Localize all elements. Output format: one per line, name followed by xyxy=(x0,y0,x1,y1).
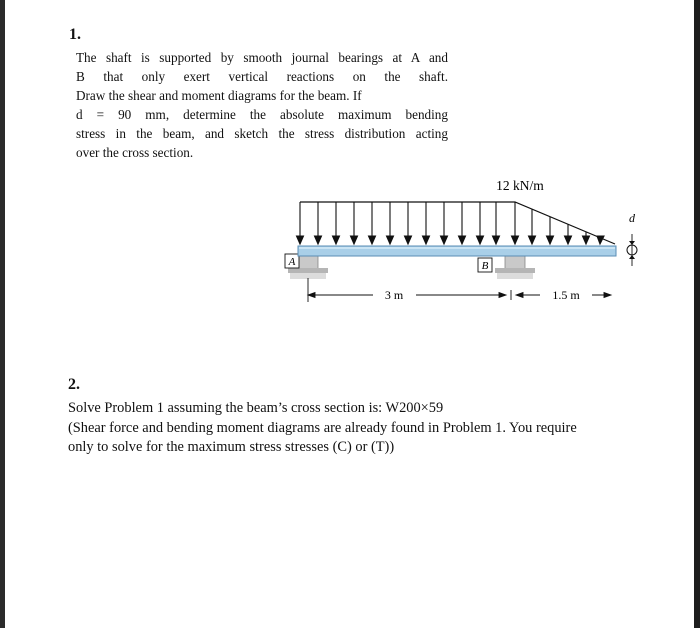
load-arrow xyxy=(387,202,394,244)
problem-2-line: (Shear force and bending moment diagrams are already found in Problem 1. You require xyxy=(68,419,577,436)
support-b-label: B xyxy=(481,260,489,272)
left-window-edge xyxy=(0,0,5,628)
load-arrow xyxy=(493,202,500,244)
load-arrow xyxy=(423,202,430,244)
load-arrow xyxy=(351,202,358,244)
load-arrows xyxy=(297,202,605,244)
problem-1-line: d = 90 mm, determine the absolute maximum bending xyxy=(76,107,448,122)
overhang-label: 1.5 m xyxy=(552,288,580,302)
load-arrow xyxy=(405,202,412,244)
diameter-label: d xyxy=(629,211,635,225)
load-arrow xyxy=(583,232,590,244)
load-arrow xyxy=(547,217,554,244)
load-arrow xyxy=(529,209,536,244)
problem-1-line: over the cross section. xyxy=(76,145,194,160)
problem-1-statement xyxy=(76,48,448,162)
load-arrow xyxy=(477,202,484,244)
problem-1-line: The shaft is supported by smooth journal bearings at A and xyxy=(76,50,448,65)
problem-1-line: stress in the beam, and sketch the stress distribution acting xyxy=(76,126,448,141)
right-window-edge xyxy=(694,0,700,628)
load-arrow xyxy=(315,202,322,244)
problem-1-number: 1. xyxy=(69,26,81,43)
load-arrow xyxy=(459,202,466,244)
problem-2-line: Solve Problem 1 assuming the beam’s cross section is: W200×59 xyxy=(68,400,444,416)
load-arrow xyxy=(333,202,340,244)
load-label: 12 kN/m xyxy=(496,178,544,193)
problem-2-line: only to solve for the maximum stress stresses (C) or (T)) xyxy=(68,439,395,455)
load-arrow xyxy=(512,202,519,244)
problem-2-statement xyxy=(68,399,668,458)
support-b xyxy=(478,256,535,279)
load-arrow xyxy=(369,202,376,244)
load-arrow xyxy=(565,224,572,244)
problem-1-line: B that only exert vertical reactions on the shaft. xyxy=(76,69,448,84)
support-a-label: A xyxy=(288,256,296,268)
problem-1-line: Draw the shear and moment diagrams for the beam. If xyxy=(76,88,362,103)
load-arrow xyxy=(297,202,304,244)
load-arrow xyxy=(597,236,604,244)
diameter-indicator xyxy=(627,211,637,266)
problem-2-number: 2. xyxy=(68,376,80,393)
span-ab-label: 3 m xyxy=(384,288,404,302)
support-a xyxy=(285,254,328,279)
beam-figure xyxy=(270,170,650,320)
load-arrow xyxy=(441,202,448,244)
